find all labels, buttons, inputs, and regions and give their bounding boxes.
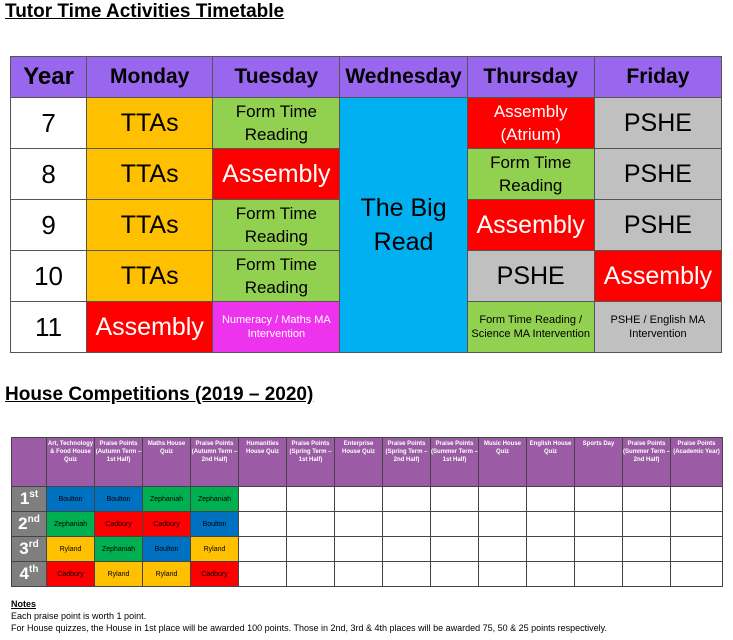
empty-result-cell	[239, 487, 287, 512]
thursday-cell: Form Time Reading	[467, 149, 594, 200]
column-header: Praise Points (Summer Term – 2nd Half)	[623, 438, 671, 487]
header-thursday: Thursday	[467, 57, 594, 98]
house-result-cell: Cadbury	[47, 562, 95, 587]
house-competitions-table	[11, 437, 723, 587]
column-header: Maths House Quiz	[143, 438, 191, 487]
place-suffix: th	[29, 564, 39, 575]
empty-result-cell	[287, 537, 335, 562]
column-header: Praise Points (Academic Year)	[671, 438, 723, 487]
corner-cell	[12, 438, 47, 487]
empty-result-cell	[383, 537, 431, 562]
house-result-cell: Cadbury	[95, 512, 143, 537]
column-header: Enterprise House Quiz	[335, 438, 383, 487]
empty-result-cell	[383, 562, 431, 587]
year-cell: 11	[11, 302, 87, 353]
place-number: 2	[18, 514, 28, 533]
column-header: Praise Points (Autumn Term – 2nd Half)	[191, 438, 239, 487]
year-cell: 8	[11, 149, 87, 200]
empty-result-cell	[671, 512, 723, 537]
empty-result-cell	[575, 487, 623, 512]
empty-result-cell	[431, 537, 479, 562]
notes-line-1: Each praise point is worth 1 point.	[11, 611, 147, 621]
column-header: Sports Day	[575, 438, 623, 487]
tuesday-cell: Form Time Reading	[213, 98, 340, 149]
tuesday-cell: Form Time Reading	[213, 200, 340, 251]
empty-result-cell	[383, 512, 431, 537]
empty-result-cell	[623, 512, 671, 537]
empty-result-cell	[575, 537, 623, 562]
empty-result-cell	[239, 562, 287, 587]
place-number: 4	[19, 564, 29, 583]
empty-result-cell	[671, 537, 723, 562]
empty-result-cell	[239, 512, 287, 537]
house-result-cell: Ryland	[95, 562, 143, 587]
empty-result-cell	[287, 487, 335, 512]
empty-result-cell	[575, 562, 623, 587]
year-7-row	[11, 98, 722, 149]
timetable-header-row	[11, 57, 722, 98]
house-result-cell: Boulton	[47, 487, 95, 512]
column-header: English House Quiz	[527, 438, 575, 487]
header-tuesday: Tuesday	[213, 57, 340, 98]
house-result-cell: Cadbury	[143, 512, 191, 537]
empty-result-cell	[239, 537, 287, 562]
empty-result-cell	[431, 487, 479, 512]
timetable	[10, 56, 722, 353]
place-suffix: nd	[27, 514, 40, 525]
empty-result-cell	[287, 562, 335, 587]
monday-cell: Assembly	[87, 302, 213, 353]
empty-result-cell	[431, 512, 479, 537]
place-label	[12, 562, 47, 587]
place-row	[12, 512, 723, 537]
empty-result-cell	[527, 512, 575, 537]
notes-heading: Notes	[11, 599, 37, 609]
friday-cell: PSHE / English MA Intervention	[594, 302, 721, 353]
place-label	[12, 487, 47, 512]
house-result-cell: Zephaniah	[47, 512, 95, 537]
place-row	[12, 487, 723, 512]
house-result-cell: Zephaniah	[143, 487, 191, 512]
year-cell: 9	[11, 200, 87, 251]
column-header: Praise Points (Spring Term – 2nd Half)	[383, 438, 431, 487]
place-number: 1	[19, 489, 30, 508]
empty-result-cell	[335, 562, 383, 587]
house-result-cell: Cadbury	[191, 562, 239, 587]
empty-result-cell	[383, 487, 431, 512]
header-year: Year	[11, 57, 87, 98]
empty-result-cell	[335, 487, 383, 512]
monday-cell: TTAs	[87, 98, 213, 149]
empty-result-cell	[479, 537, 527, 562]
place-row	[12, 537, 723, 562]
monday-cell: TTAs	[87, 200, 213, 251]
year-cell: 7	[11, 98, 87, 149]
tuesday-cell: Numeracy / Maths MA Intervention	[213, 302, 340, 353]
house-result-cell: Boulton	[191, 512, 239, 537]
friday-cell: PSHE	[594, 149, 721, 200]
friday-cell: PSHE	[594, 200, 721, 251]
empty-result-cell	[527, 537, 575, 562]
place-suffix: st	[29, 489, 39, 500]
place-label	[12, 537, 47, 562]
house-competitions-title: House Competitions (2019 – 2020)	[5, 384, 314, 405]
empty-result-cell	[575, 512, 623, 537]
header-friday: Friday	[594, 57, 721, 98]
place-label	[12, 512, 47, 537]
wednesday-big-read-cell: The Big Read	[340, 98, 467, 353]
empty-result-cell	[671, 562, 723, 587]
tuesday-cell: Form Time Reading	[213, 251, 340, 302]
empty-result-cell	[623, 487, 671, 512]
year-cell: 10	[11, 251, 87, 302]
notes-line-2: For House quizzes, the House in 1st place will be awarded 100 points. Those in 2nd, 3rd & 4th places will be awarded 75, 50 & 25 points respectively.	[11, 623, 608, 633]
place-row	[12, 562, 723, 587]
monday-cell: TTAs	[87, 149, 213, 200]
column-header: Humanities House Quiz	[239, 438, 287, 487]
house-result-cell: Zephaniah	[95, 537, 143, 562]
empty-result-cell	[479, 562, 527, 587]
house-result-cell: Boulton	[143, 537, 191, 562]
column-header: Praise Points (Summer Term – 1st Half)	[431, 438, 479, 487]
place-suffix: rd	[28, 539, 39, 550]
house-result-cell: Ryland	[191, 537, 239, 562]
empty-result-cell	[671, 487, 723, 512]
thursday-cell: Assembly	[467, 200, 594, 251]
empty-result-cell	[479, 512, 527, 537]
house-result-cell: Zephaniah	[191, 487, 239, 512]
house-result-cell: Boulton	[95, 487, 143, 512]
house-header-row	[12, 438, 723, 487]
timetable-title: Tutor Time Activities Timetable	[5, 1, 285, 22]
empty-result-cell	[287, 512, 335, 537]
empty-result-cell	[527, 562, 575, 587]
header-wednesday: Wednesday	[340, 57, 467, 98]
column-header: Praise Points (Spring Term – 1st Half)	[287, 438, 335, 487]
empty-result-cell	[623, 537, 671, 562]
empty-result-cell	[479, 487, 527, 512]
thursday-cell: Form Time Reading / Science MA Intervention	[467, 302, 594, 353]
thursday-cell: PSHE	[467, 251, 594, 302]
house-result-cell: Ryland	[47, 537, 95, 562]
header-monday: Monday	[87, 57, 213, 98]
empty-result-cell	[527, 487, 575, 512]
thursday-cell: Assembly (Atrium)	[467, 98, 594, 149]
monday-cell: TTAs	[87, 251, 213, 302]
friday-cell: PSHE	[594, 98, 721, 149]
empty-result-cell	[431, 562, 479, 587]
notes-section	[11, 598, 607, 634]
column-header: Praise Points (Autumn Term – 1st Half)	[95, 438, 143, 487]
empty-result-cell	[335, 512, 383, 537]
house-result-cell: Ryland	[143, 562, 191, 587]
empty-result-cell	[335, 537, 383, 562]
tuesday-cell: Assembly	[213, 149, 340, 200]
empty-result-cell	[623, 562, 671, 587]
house-results-body	[12, 487, 723, 587]
place-number: 3	[19, 539, 29, 558]
column-header: Music House Quiz	[479, 438, 527, 487]
friday-cell: Assembly	[594, 251, 721, 302]
column-header: Art, Technology & Food House Quiz	[47, 438, 95, 487]
